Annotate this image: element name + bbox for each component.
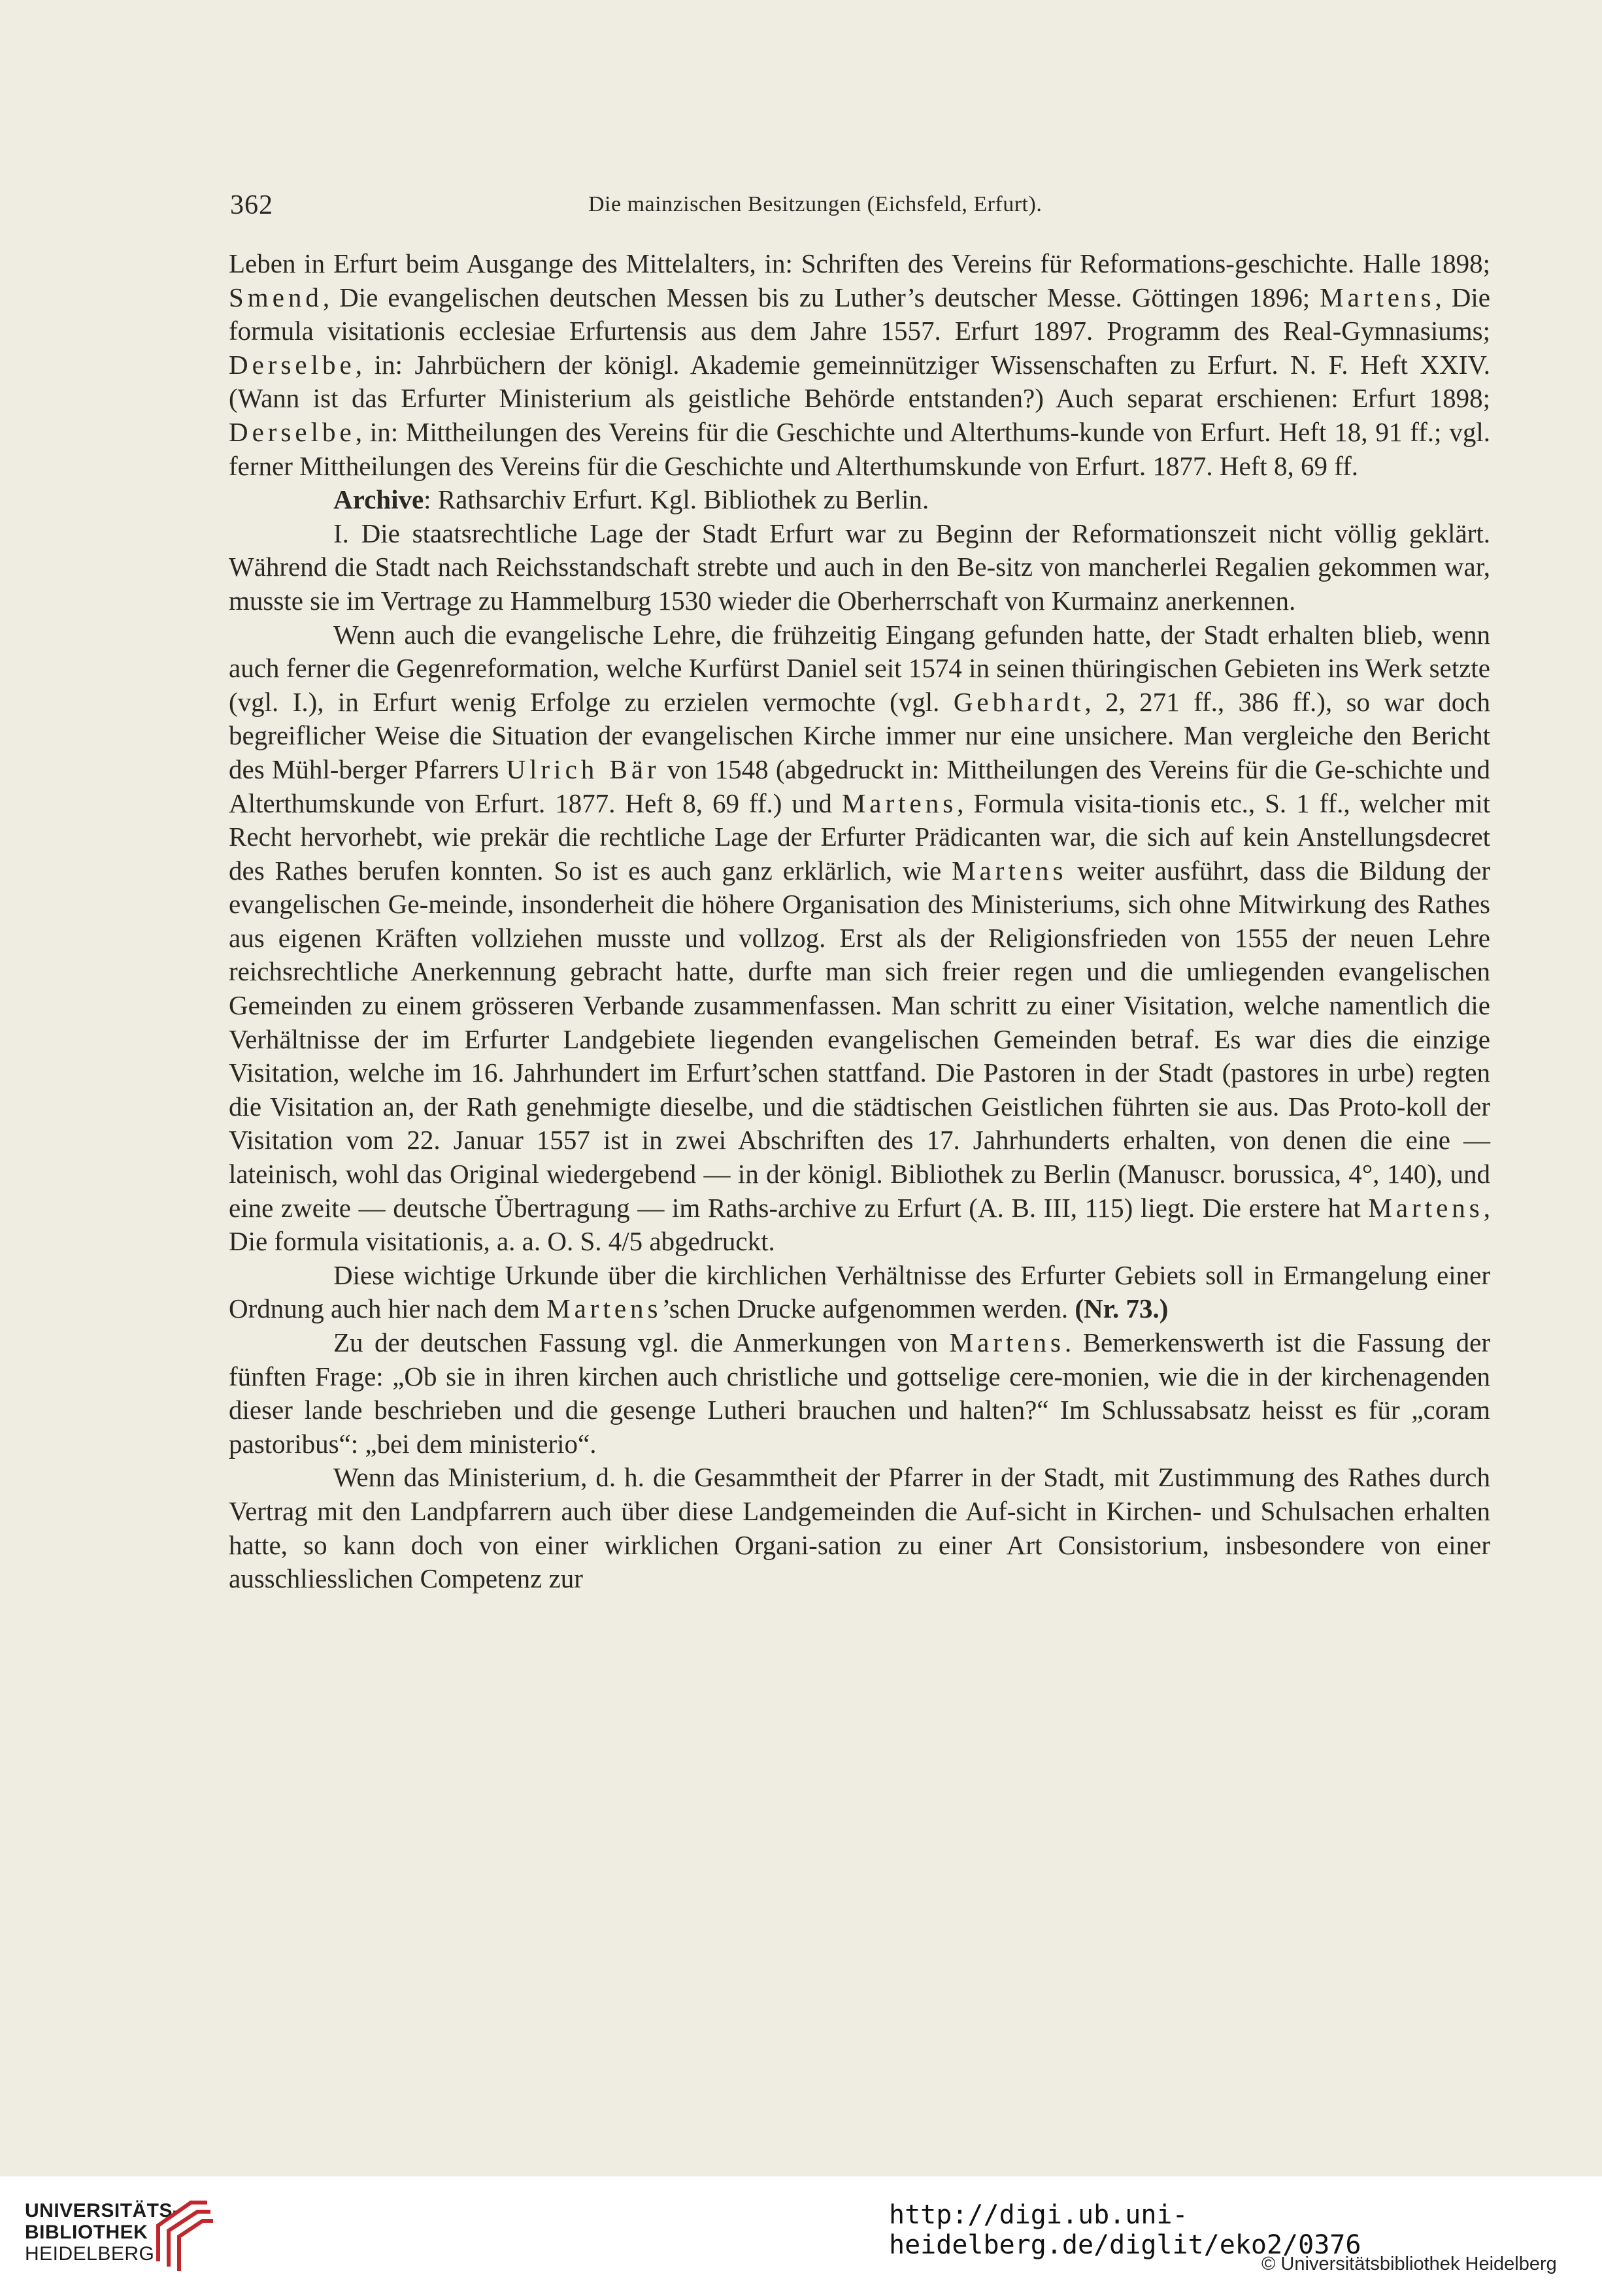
text-run: , 2, 271 ff., 386 ff.), so war doch begreiflicher Weise die Situation der evangelischen Kirche immer nur eine unsichere. Man vergleiche den Bericht des Mühl-berger Pfarrers	[229, 686, 1490, 784]
author-name: Martens	[1320, 282, 1435, 312]
text-run: Zu der deutschen Fassung vgl. die Anmerkungen von	[333, 1327, 950, 1357]
text-run: , Formula visita-tionis etc., S. 1 ff., welcher mit Recht hervorhebt, wie prekär die rechtliche Lage der Erfurter Prädicanten war, die sich auf kein Anstellungsdecret des Rathes berufen konnten. So ist es auch ganz erklärlich, wie	[229, 788, 1490, 886]
logo-line: UNIVERSITÄTS-	[25, 2200, 180, 2221]
paragraph-4	[229, 1326, 1490, 1461]
archive-paragraph	[229, 483, 1490, 517]
bibliography-paragraph	[229, 247, 1490, 483]
logo-line: BIBLIOTHEK	[25, 2221, 148, 2243]
text-run: weiter ausführt, dass die Bildung der evangelischen Ge-meinde, insonderheit die höhere Organisation des Ministeriums, sich ohne Mitwirkung des Rathes aus eigenen Kräften vollziehen musste und vollzog. Erst als der Religionsfrieden von 1555 der neuen Lehre reichsrechtliche Anerkennung gebracht hatte, durfte man sich freier regen und die umliegenden evangelischen Gemeinden zu einem grösseren Verbande zusammenfassen. Man schritt zu einer Visitation, welche namentlich die Verhältnisse der im Erfurter Landgebiete liegenden evangelischen Gemeinden betraf. Es war dies die einzige Visitation, welche im 16. Jahrhundert im Erfurt’schen stattfand. Die Pastoren in der Stadt (pastores in urbe) regten die Visitation an, der Rath genehmigte dieselbe, und die städtischen Geistlichen führten sie aus. Das Proto-koll der Visitation vom 22. Januar 1557 ist in zwei Abschriften des 17. Jahrhunderts erhalten, von denen die eine — lateinisch, wohl das Original wiedergebend — in der königl. Bibliothek zu Berlin (Manuscr. borussica, 4°, 140), und eine zweite — deutsche Übertragung — im Raths-archive zu Erfurt (A. B. III, 115) liegt. Die erstere hat	[229, 855, 1490, 1223]
logo-line: HEIDELBERG	[25, 2243, 155, 2265]
body-text	[229, 247, 1490, 1596]
text-run: ’schen Drucke aufgenommen werden.	[661, 1293, 1075, 1324]
page-number: 362	[230, 190, 273, 220]
author-name: Derselbe	[229, 349, 356, 380]
text-run: : Rathsarchiv Erfurt. Kgl. Bibliothek zu Berlin.	[424, 484, 929, 515]
copyright-notice: © Universitätsbibliothek Heidelberg	[1261, 2254, 1557, 2274]
author-name: Martens	[949, 1327, 1065, 1357]
footer-bar	[0, 2176, 1602, 2296]
paragraph-5: Wenn das Ministerium, d. h. die Gesammtheit der Pfarrer in der Stadt, mit Zustimmung des Rathes durch Vertrag mit den Landpfarrern auch über diese Landgemeinden die Auf-sicht in Kirchen- und Schulsachen erhalten hatte, so kann doch von einer wirklichen Organi-sation zu einer Art Consistorium, insbesondere von einer ausschliesslichen Competenz zur	[229, 1462, 1490, 1594]
text-run: Diese wichtige Urkunde über die kirchlichen Verhältnisse des Erfurter Gebiets soll in Ermangelung einer Ordnung auch hier nach dem	[229, 1259, 1490, 1324]
text-run: Wenn auch die evangelische Lehre, die frühzeitig Eingang gefunden hatte, der Stadt erhalten blieb, wenn auch ferner die Gegenreformation, welche Kurfürst Daniel seit 1574 in seinen thüringischen Gebieten ins Werk setzte (vgl. I.), in Erfurt wenig Erfolge zu erzielen vermochte (vgl.	[229, 619, 1490, 717]
page-header	[230, 190, 1498, 229]
document-reference: (Nr. 73.)	[1075, 1293, 1169, 1324]
text-run: von 1548 (abgedruckt in: Mittheilungen des Vereins für die Ge-schichte und Alterthumskunde von Erfurt. 1877. Heft 8, 69 ff.) und	[229, 754, 1490, 818]
text-run: , in: Jahrbüchern der königl. Akademie gemeinnütziger Wissenschaften zu Erfurt. N. F. Heft XXIV. (Wann ist das Erfurter Ministerium als geistliche Behörde entstanden?) Auch separat erschienen: Erfurt 1898;	[229, 349, 1490, 414]
library-logo-icon	[145, 2189, 217, 2274]
archive-label: Archive	[333, 484, 424, 515]
author-name: Smend	[229, 282, 323, 312]
text-run: , Die formula visitationis, a. a. O. S. 4/5 abgedruckt.	[229, 1192, 1490, 1257]
author-name: Gebhardt	[953, 686, 1085, 717]
text-run: Leben in Erfurt beim Ausgange des Mittelalters, in: Schriften des Vereins für Reformations-geschichte. Halle 1898;	[229, 248, 1490, 278]
paragraph-1: I. Die staatsrechtliche Lage der Stadt Erfurt war zu Beginn der Reformationszeit nicht völlig geklärt. Während die Stadt nach Reichsstandschaft strebte und auch in den Be-sitz von mancherlei Regalien gekommen war, musste sie im Vertrage zu Hammelburg 1530 wieder die Oberherrschaft von Kurmainz anerkennen.	[229, 518, 1490, 616]
author-name: Ulrich Bär	[506, 754, 660, 784]
paragraph-2	[229, 618, 1490, 1259]
author-name: Martens	[952, 855, 1067, 886]
author-name: Martens	[841, 788, 958, 818]
text-run: , in: Mittheilungen des Vereins für die Geschichte und Alterthums-kunde von Erfurt. Heft 18, 91 ff.; vgl. ferner Mittheilungen des Vereins für die Geschichte und Alterthumskunde von Erfurt. 1877. Heft 8, 69 ff.	[229, 416, 1490, 481]
running-head: Die mainzischen Besitzungen (Eichsfeld, Erfurt).	[588, 192, 1043, 216]
author-name: Derselbe	[229, 416, 356, 447]
text-run: , Die evangelischen deutschen Messen bis zu Luther’s deutscher Messe. Göttingen 1896;	[322, 282, 1320, 312]
author-name: Martens	[1368, 1192, 1484, 1223]
paragraph-3	[229, 1259, 1490, 1326]
text-run: , Die formula visitationis ecclesiae Erfurtensis aus dem Jahre 1557. Erfurt 1897. Programm des Real-Gymnasiums;	[229, 282, 1490, 346]
author-name: Martens	[546, 1293, 662, 1324]
permalink-url[interactable]: http://digi.ub.uni-heidelberg.de/diglit/eko2/0376	[889, 2200, 1361, 2260]
text-run: . Bemerkenswerth ist die Fassung der fünften Frage: „Ob sie in ihren kirchen auch christliche und gottselige cere-monien, wie die in der kirchenagenden dieser lande beschrieben und die gesenge Lutheri brauchen und halten?“ Im Schlussabsatz heisst es für „coram pastoribus“: „bei dem ministerio“.	[229, 1327, 1490, 1459]
